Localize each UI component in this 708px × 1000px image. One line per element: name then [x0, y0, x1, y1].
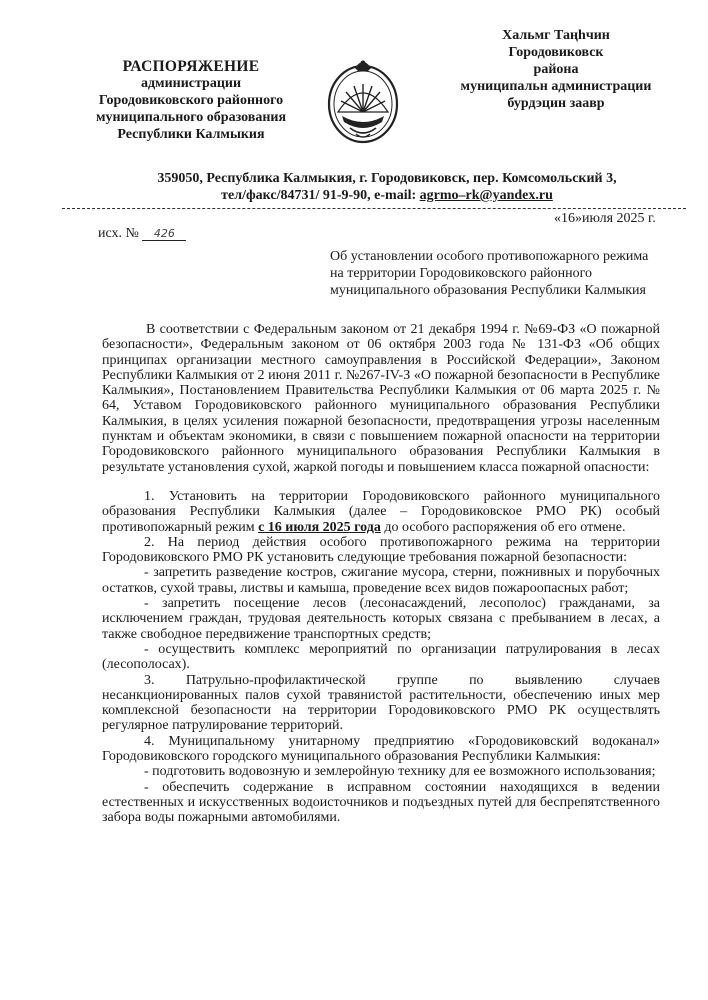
outgoing-number-value: 426	[142, 228, 186, 241]
outgoing-number-label: исх. №	[98, 226, 139, 241]
preamble-paragraph: В соответствии с Федеральным законом от 21 декабря 1994 г. №69-ФЗ «О пожарной безопасности», Федеральным законом от 06 октября 2003 года № 131-ФЗ «Об общих принципах организации местного самоуправления в Российской Федерации», Законом Республики Калмыкия от 2 июня 2011 г. №267-IV-З «О пожарной безопасности в Республике Калмыкия», Постановлением Правительства Республики Калмыкия от 06 марта 2025 г. № 64, Уставом Городовиковского районного муниципального образования Республики Калмыкия, в целях усиления пожарной безопасности, предотвращения угрозы населенным пунктам и объектам экономики, в связи с повышением пожарной опасности на территории Городовиковского районного муниципального образования Республики Калмыкия в результате установления сухой, жаркой погоды и повышением класса пожарной опасности:	[102, 322, 660, 475]
item-3-paragraph: 3. Патрульно-профилактической группе по выявлению случаев несанкционированных палов сухой травянистой растительности, обеспечению иных мер комплексной безопасности на территории Городовиковского РМО РК осуществлять регулярное патрулирование территорий.	[102, 672, 660, 734]
header-right-block	[436, 27, 676, 112]
header-left-block	[70, 58, 312, 143]
item-1-text-end: до особого распоряжения об его отмене.	[380, 519, 626, 535]
item-2-sub-paragraph: - осуществить комплекс мероприятий по организации патрулирования в лесах (лесополосах).	[102, 641, 660, 673]
order-title: РАСПОРЯЖЕНИЕ	[122, 58, 260, 75]
header-left-line: муниципального образования	[95, 110, 287, 125]
header-right-line: Городовиковск	[508, 45, 604, 60]
contact-line	[92, 187, 682, 204]
item-2-sub-paragraph: - запретить разведение костров, сжигание мусора, стерни, пожнивных и порубочных остатков, сухой травы, листвы и камыша, проведение всех видов пожароопасных работ;	[102, 565, 660, 596]
subject-line: муниципального образования Республики Калмыкия	[330, 283, 646, 298]
item-4-paragraph: 4. Муниципальному унитарному предприятию «Городовиковский водоканал» Городовиковского городского муниципального образования Республики Калмыкия:	[102, 733, 660, 765]
email-link[interactable]: agrmo–rk@yandex.ru	[419, 188, 553, 203]
address-block	[92, 170, 682, 204]
postal-address: 359050, Республика Калмыкия, г. Городовиковск, пер. Комсомольский 3,	[157, 171, 617, 186]
document-body	[102, 322, 660, 826]
item-1-start-date: с 16 июля 2025 года	[258, 519, 381, 535]
item-4-sub-paragraph: - подготовить водовозную и землеройную технику для ее возможного использования;	[144, 764, 656, 780]
document-subject	[330, 248, 670, 299]
item-2-paragraph: 2. На период действия особого противопожарного режима на территории Городовиковского РМО РК установить следующие требования пожарной безопасности:	[102, 534, 660, 566]
document-date: «16»июля 2025 г.	[554, 211, 656, 226]
item-4-sub-paragraph: - обеспечить содержание в исправном состоянии находящихся в ведении естественных и искусственных водоисточников и подъездных путей для беспрепятственного забора воды пожарными автомобилями.	[102, 779, 660, 826]
phone-fax: тел/факс/84731/ 91-9-90, e-mail:	[221, 188, 417, 203]
kalmykia-emblem-icon	[324, 54, 402, 150]
header-left-line: Республики Калмыкия	[117, 127, 265, 142]
header-right-line: бурдэцин заавр	[507, 96, 605, 111]
header-left-line: администрации	[140, 76, 242, 91]
item-1-paragraph	[102, 489, 660, 535]
item-2-sub-paragraph: - запретить посещение лесов (лесонасаждений, лесополос) гражданами, за исключением граждан, трудовая деятельность которых связана с пребыванием в лесах, а также свободное передвижение транспортных средств;	[102, 596, 660, 642]
subject-line: на территории Городовиковского районного	[330, 266, 593, 281]
header-right-line: Хальмг Таңһчин	[502, 28, 610, 43]
subject-line: Об установлении особого противопожарного режима	[330, 249, 649, 264]
header-right-line: района	[533, 62, 579, 77]
outgoing-number	[98, 226, 186, 242]
header-left-line: Городовиковского районного	[98, 93, 284, 108]
header-divider	[62, 208, 686, 209]
item-1-text: 1. Установить на территории Городовиковского районного муниципального образования Республики Калмыкия (далее – Городовиковское РМО РК) особый противопожарный режим	[102, 488, 660, 535]
header-right-line: муниципальн администрации	[460, 79, 652, 94]
